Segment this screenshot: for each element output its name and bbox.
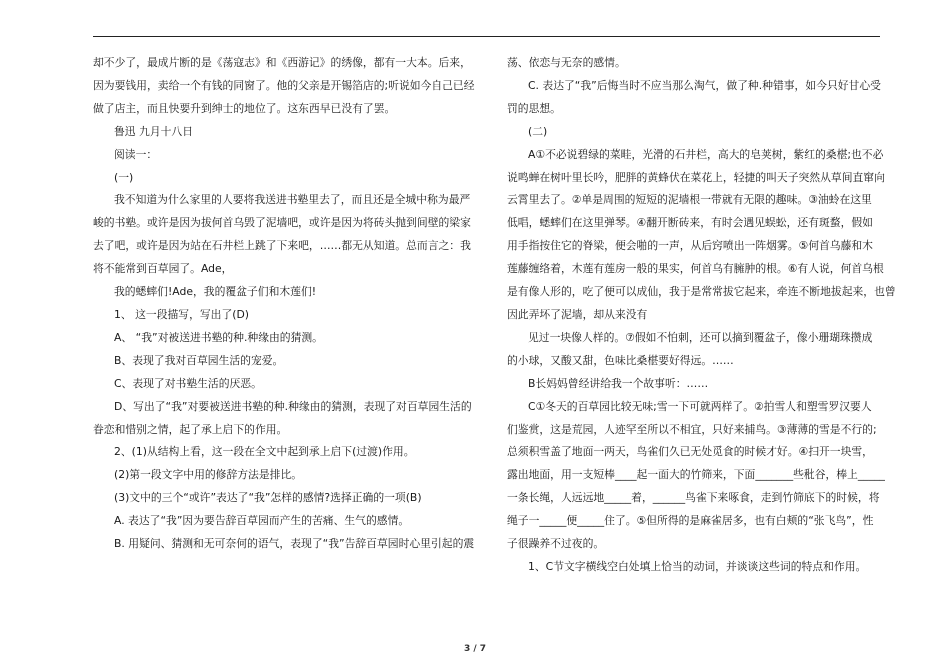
text-line: 子很躁养不过夜的。: [507, 537, 605, 551]
text-line: A. 表达了“我”因为要告辞百草园而产生的苦痛、生气的感情。: [114, 514, 410, 528]
text-line: 低唱，蟋蟀们在这里弹琴。④翻开断砖来，有时会遇见蜈蚣，还有斑蝥，假如: [507, 216, 873, 230]
text-line: C①冬天的百草园比较无味;雪一下可就两样了。②拍雪人和塑雪罗汉要人: [528, 399, 872, 413]
text-line: 1、C节文字横线空白处填上恰当的动词，并谈谈这些词的特点和作用。: [528, 559, 867, 573]
text-line: 阅读一：: [114, 147, 158, 161]
text-line: 因此弄坏了泥墙，却从来没有: [507, 307, 648, 321]
text-line: 云霄里去了。②单是周围的短短的泥墙根一带就有无限的趣味。③油蛉在这里: [507, 193, 872, 207]
text-line: 用手指按住它的脊梁，便会啪的一声，从后窍喷出一阵烟雾。⑤何首乌藤和木: [507, 239, 873, 253]
text-line: B长妈妈曾经讲给我一个故事听：……: [528, 376, 709, 390]
text-line: (二): [528, 124, 548, 138]
text-line: 2、(1)从结构上看，这一段在全文中起到承上启下(过渡)作用。: [114, 445, 415, 459]
text-line: 是有像人形的，吃了便可以成仙，我于是常常拔它起来，牵连不断地拔起来，也曾: [507, 285, 896, 299]
text-line: (3)文中的三个“或许”表达了“我”怎样的感情?选择正确的一项(B): [114, 491, 422, 505]
text-line: 绳子一_____便_____住了。⑤但所得的是麻雀居多，也有白颊的“张飞鸟”，性: [507, 514, 874, 528]
text-line: B. 用疑问、猜测和无可奈何的语气，表现了“我”告辞百草园时心里引起的震: [114, 537, 475, 551]
text-line: C. 表达了“我”后悔当时不应当那么淘气，做了种.种错事，如今只好甘心受: [528, 78, 881, 92]
text-line: 1、 这一段描写，写出了(D): [114, 307, 250, 321]
text-line: 因为要钱用，卖给一个有钱的同窗了。他的父亲是开锡箔店的;听说如今自己已经: [93, 78, 475, 92]
text-line: 却不少了，最成片断的是《荡寇志》和《西游记》的绣像，都有一大本。后来，: [93, 56, 471, 69]
text-line: 一条长绳，人远远地_____着，______鸟雀下来啄食，走到竹筛底下的时候，将: [507, 491, 880, 505]
text-line: 莲藤缠络着，木莲有莲房一般的果实，何首乌有臃肿的根。⑥有人说，何首乌根: [507, 262, 884, 276]
text-line: 做了店主，而且快要升到绅士的地位了。这东西早已没有了罢。: [93, 101, 396, 115]
text-line: 荡、依恋与无奈的感情。: [507, 56, 626, 69]
text-line: A①不必说碧绿的菜畦，光滑的石井栏，高大的皂荚树，紫红的桑椹;也不必: [528, 147, 884, 161]
text-line: 的小球，又酸又甜，色味比桑椹要好得远。……: [507, 353, 734, 367]
text-line: 将不能常到百草园了。Ade，: [93, 262, 233, 276]
text-line: 去了吧，或许是因为站在石井栏上跳了下来吧，……都无从知道。总而言之：我: [93, 239, 471, 253]
text-line: B、表现了我对百草园生活的宠爱。: [114, 353, 284, 367]
text-line: 总须积雪盖了地面一两天，鸟雀们久已无处觅食的时候才好。④扫开一块雪，: [507, 445, 873, 459]
text-line: 鲁迅 九月十八日: [114, 124, 194, 138]
left-column: [93, 52, 475, 556]
text-line: 我不知道为什么家里的人要将我送进书塾里去了，而且还是全城中称为最严: [114, 193, 471, 207]
text-line: A、 “我”对被送进书塾的种.种缘由的猜测。: [114, 330, 323, 344]
text-line: (2)第一段文字中用的修辞方法是排比。: [114, 468, 303, 482]
text-line: 见过一块像人样的。⑦假如不怕刺，还可以摘到覆盆子，像小珊瑚珠攒成: [528, 330, 873, 344]
header-rule: [93, 36, 880, 37]
text-line: D、写出了“我”对要被送进书塾的种.种缘由的猜测，表现了对百草园生活的: [114, 399, 472, 413]
text-line: 们鉴赏，这是荒园，人迹罕至所以不相宜，只好来捕鸟。③薄薄的雪是不行的;: [507, 422, 877, 436]
text-line: 我的蟋蟀们!Ade，我的覆盆子们和木莲们!: [114, 285, 317, 299]
text-line: C、表现了对书塾生活的厌恶。: [114, 376, 262, 390]
text-line: 眷恋和惜别之情，起了承上启下的作用。: [93, 422, 288, 436]
page-number: 3 / 7: [463, 644, 487, 654]
text-line: 峻的书塾。或许是因为拔何首乌毁了泥墙吧，或许是因为将砖头抛到间壁的梁家: [93, 216, 471, 230]
text-line: 罚的思想。: [507, 101, 561, 115]
text-line: 露出地面，用一支短棒____起一面大的竹筛来，下面_______些秕谷，棒上_____: [507, 468, 885, 482]
text-line: (一): [114, 170, 134, 184]
text-line: 说鸣蝉在树叶里长吟，肥胖的黄蜂伏在菜花上，轻捷的叫天子突然从草间直窜向: [507, 170, 885, 184]
right-column: [507, 52, 896, 579]
